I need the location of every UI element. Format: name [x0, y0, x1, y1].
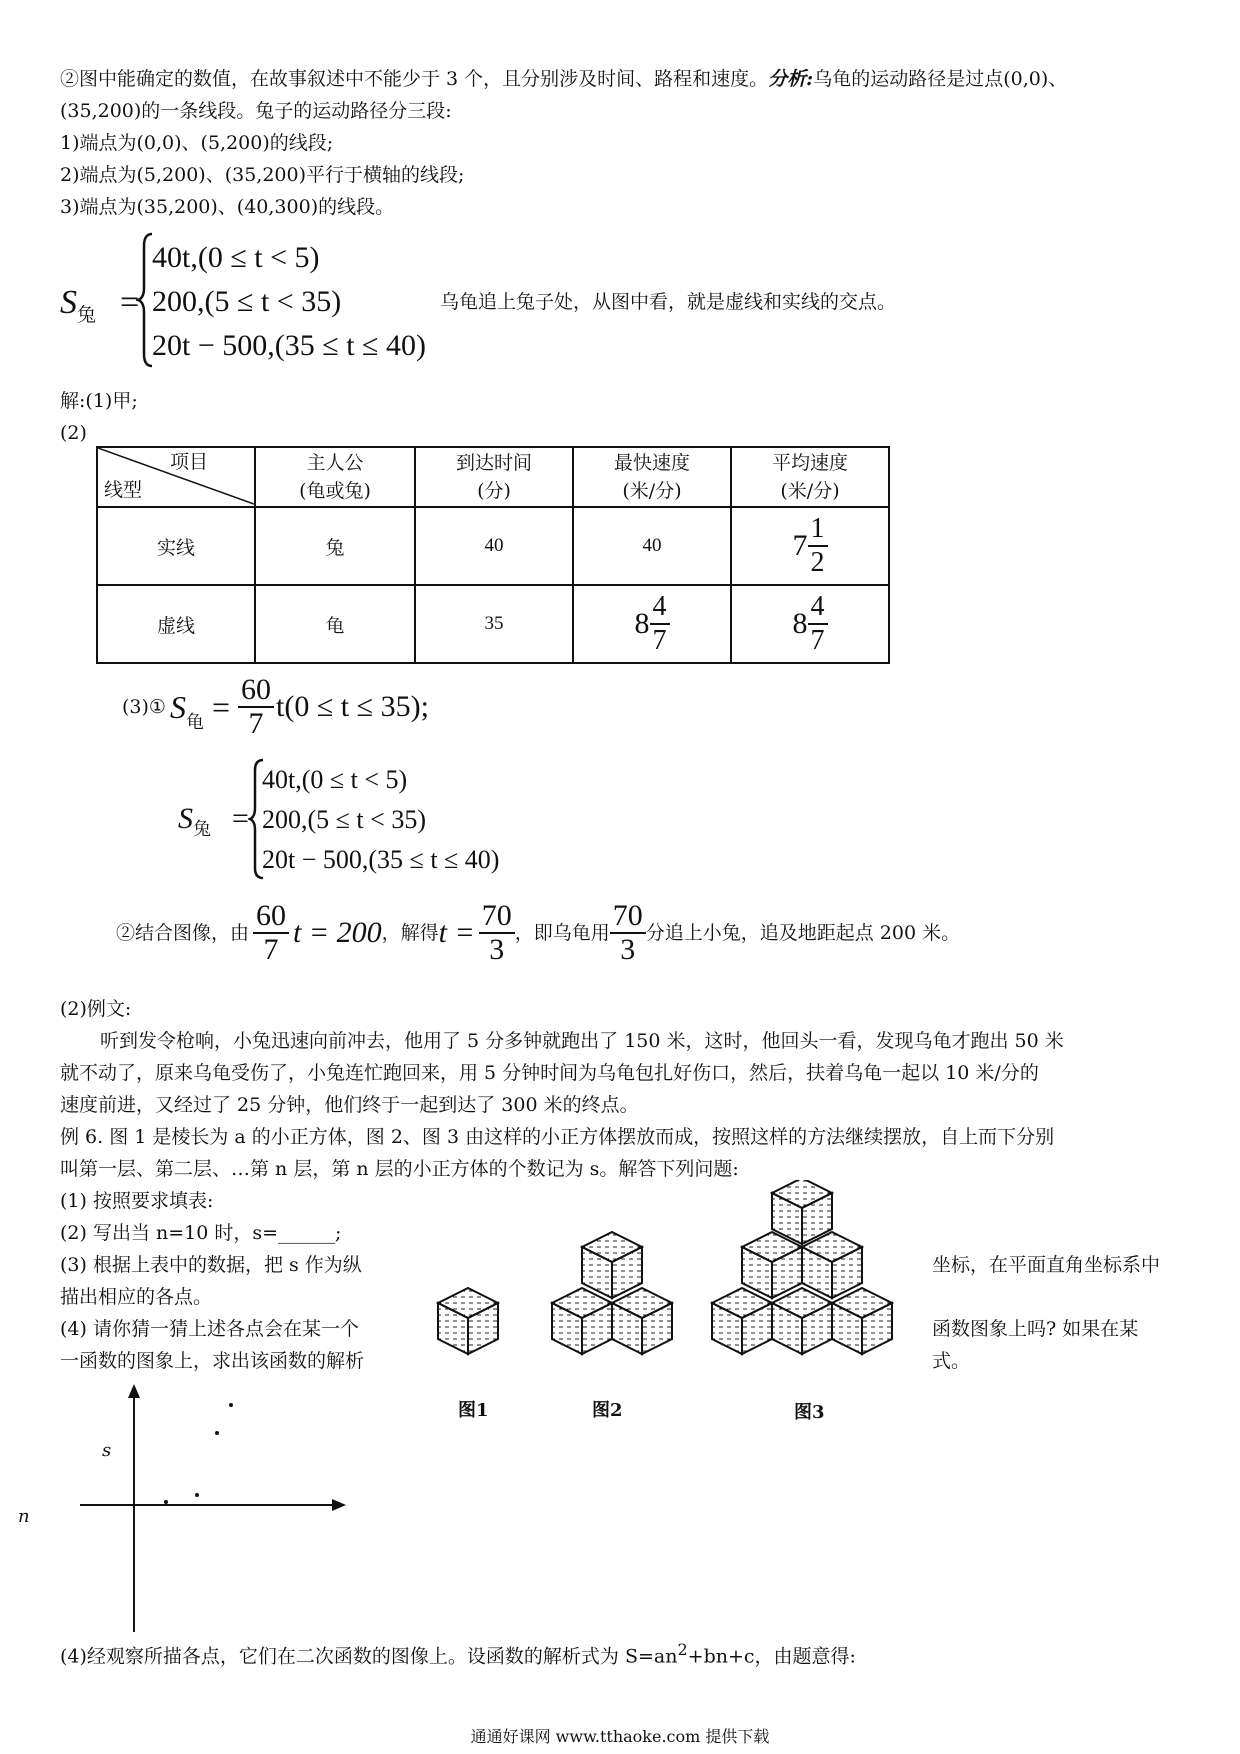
table-cell-who: 兔	[255, 507, 415, 585]
question-4-b: 函数图象上吗? 如果在某	[932, 1318, 1139, 1340]
figure-2-caption: 图2	[592, 1400, 623, 1421]
question-3-a: (3) 根据上表中的数据，把 s 作为纵	[60, 1254, 362, 1276]
intro-line-5: 3)端点为(35,200)、(40,300)的线段。	[60, 196, 395, 218]
table-cell-fast: 8 $\frac{4}{7}$	[573, 585, 731, 663]
figure-2-cubes	[552, 1232, 672, 1354]
question-3-c: 描出相应的各点。	[60, 1286, 213, 1308]
table-cell-who: 龟	[255, 585, 415, 663]
cube-figures	[420, 1180, 910, 1420]
solution-part1: 解:(1)甲;	[60, 390, 138, 412]
figure-1-caption: 图1	[458, 1400, 489, 1421]
fraction: $\frac{60}{7}$	[253, 900, 289, 966]
intro-line-2: (35,200)的一条线段。兔子的运动路径分三段:	[60, 100, 452, 122]
table-header-cell: 到达时间 (分)	[415, 447, 573, 507]
x-axis-arrow	[332, 1499, 346, 1511]
intro-line-4: 2)端点为(5,200)、(35,200)平行于横轴的线段;	[60, 164, 465, 186]
answer-4: (4)经观察所描各点，它们在二次函数的图像上。设函数的解析式为 $S=an^2+bn+c$，由题意得:	[60, 1640, 856, 1668]
figure-3-caption: 图3	[794, 1402, 825, 1423]
piecewise1-eq: =	[120, 284, 140, 321]
table-cell-time: 35	[415, 585, 573, 663]
analysis-label: 分析:	[768, 68, 814, 90]
y-axis-arrow	[128, 1384, 140, 1398]
table-cell-time: 40	[415, 507, 573, 585]
part3-label: (3)①	[122, 695, 166, 718]
example6-line-2: 叫第一层、第二层、…第 n 层，第 n 层的小正方体的个数记为 s。解答下列问题:	[60, 1158, 739, 1180]
part3-s-tu: $S_兔$	[178, 802, 211, 840]
figure-3-cubes	[712, 1180, 892, 1354]
question-3-b: 坐标，在平面直角坐标系中	[932, 1254, 1161, 1276]
question-2: (2) 写出当 n=10 时，s=______;	[60, 1222, 342, 1244]
page-footer: 通通好课网 www.tthaoke.com 提供下载	[470, 1727, 770, 1746]
table-header-cell: 主人公 (龟或兔)	[255, 447, 415, 507]
question-4-d: 式。	[932, 1350, 971, 1372]
table-cell-avg: 8 $\frac{4}{7}$	[731, 585, 889, 663]
diag-top-label: 项目	[170, 451, 209, 473]
figure-1-cube	[438, 1288, 498, 1354]
intro-line-3: 1)端点为(0,0)、(5,200)的线段;	[60, 132, 334, 154]
table-header-cell: 最快速度 (米/分)	[573, 447, 731, 507]
part3-equation: (3)① S 龟 = $\frac{60}{7}$ t(0 ≤ t ≤ 35);	[122, 673, 429, 740]
piecewise1-note: 乌龟追上兔子处，从图中看，就是虚线和实线的交点。	[440, 291, 897, 313]
table-cell-type: 虚线	[97, 585, 255, 663]
question-1: (1) 按照要求填表:	[60, 1190, 214, 1212]
part3-cases: 40t,(0 ≤ t < 5) 200,(5 ≤ t < 35) 20t − 500,(35 ≤ t ≤ 40)	[262, 765, 500, 874]
story-line-1: 听到发令枪响，小兔迅速向前冲去，他用了 5 分多钟就跑出了 150 米，这时，他回头一看，发现乌龟才跑出 50 米	[100, 1030, 1064, 1052]
piecewise1-cases: 40t,(0 ≤ t < 5) 200,(5 ≤ t < 35) 20t − 500,(35 ≤ t ≤ 40)	[152, 241, 426, 362]
intro-line-1: ②图中能确定的数值，在故事叙述中不能少于 3 个，且分别涉及时间、路程和速度。分析:乌龟的运动路径是过点(0,0)、	[60, 68, 1068, 90]
axis-label-s: s	[102, 1440, 112, 1461]
fraction: $\frac{70}{3}$	[610, 900, 646, 966]
table-row	[97, 585, 889, 663]
fraction: $\frac{70}{3}$	[479, 900, 515, 966]
table-cell-fast: 40	[573, 507, 731, 585]
table-header-row	[97, 447, 889, 507]
data-point	[215, 1431, 219, 1435]
story-label: (2)例文:	[60, 998, 132, 1020]
data-point	[229, 1403, 233, 1407]
question-4-a: (4) 请你猜一猜上述各点会在某一个	[60, 1318, 359, 1340]
table-header-cell: 平均速度 (米/分)	[731, 447, 889, 507]
data-point	[164, 1500, 168, 1504]
diag-bottom-label: 线型	[104, 479, 143, 501]
table-row	[97, 507, 889, 585]
fraction: $\frac{60}{7}$	[238, 674, 274, 740]
solution-part2-label: (2)	[60, 422, 87, 444]
table-cell-type: 实线	[97, 507, 255, 585]
table-diag-cell	[97, 447, 255, 507]
question-4-c: 一函数的图象上，求出该函数的解析	[60, 1350, 365, 1372]
data-point	[195, 1493, 199, 1497]
speed-table	[96, 446, 890, 664]
part3-step2: ②结合图像，由 $\frac{60}{7}$ t = 200 ，解得 t = $\frac{70}{3}$ ，即乌龟用 $\frac{70}{3}$ 分追上小兔，追及地距起点 200 米。	[116, 899, 961, 966]
story-line-3: 速度前进，又经过了 25 分钟，他们终于一起到达了 300 米的终点。	[60, 1094, 639, 1116]
scatter-axes	[80, 1384, 360, 1634]
table-cell-avg: 7 $\frac{1}{2}$	[731, 507, 889, 585]
axis-label-n: n	[18, 1506, 30, 1527]
piecewise1-lhs: $S_兔$	[60, 284, 97, 326]
example6-line-1: 例 6. 图 1 是棱长为 a 的小正方体，图 2、图 3 由这样的小正方体摆放而成，按照这样的方法继续摆放，自上而下分别	[60, 1126, 1055, 1148]
story-line-2: 就不动了，原来乌龟受伤了，小兔连忙跑回来，用 5 分钟时间为乌龟包扎好伤口，然后，扶着乌龟一起以 10 米/分的	[60, 1062, 1039, 1084]
